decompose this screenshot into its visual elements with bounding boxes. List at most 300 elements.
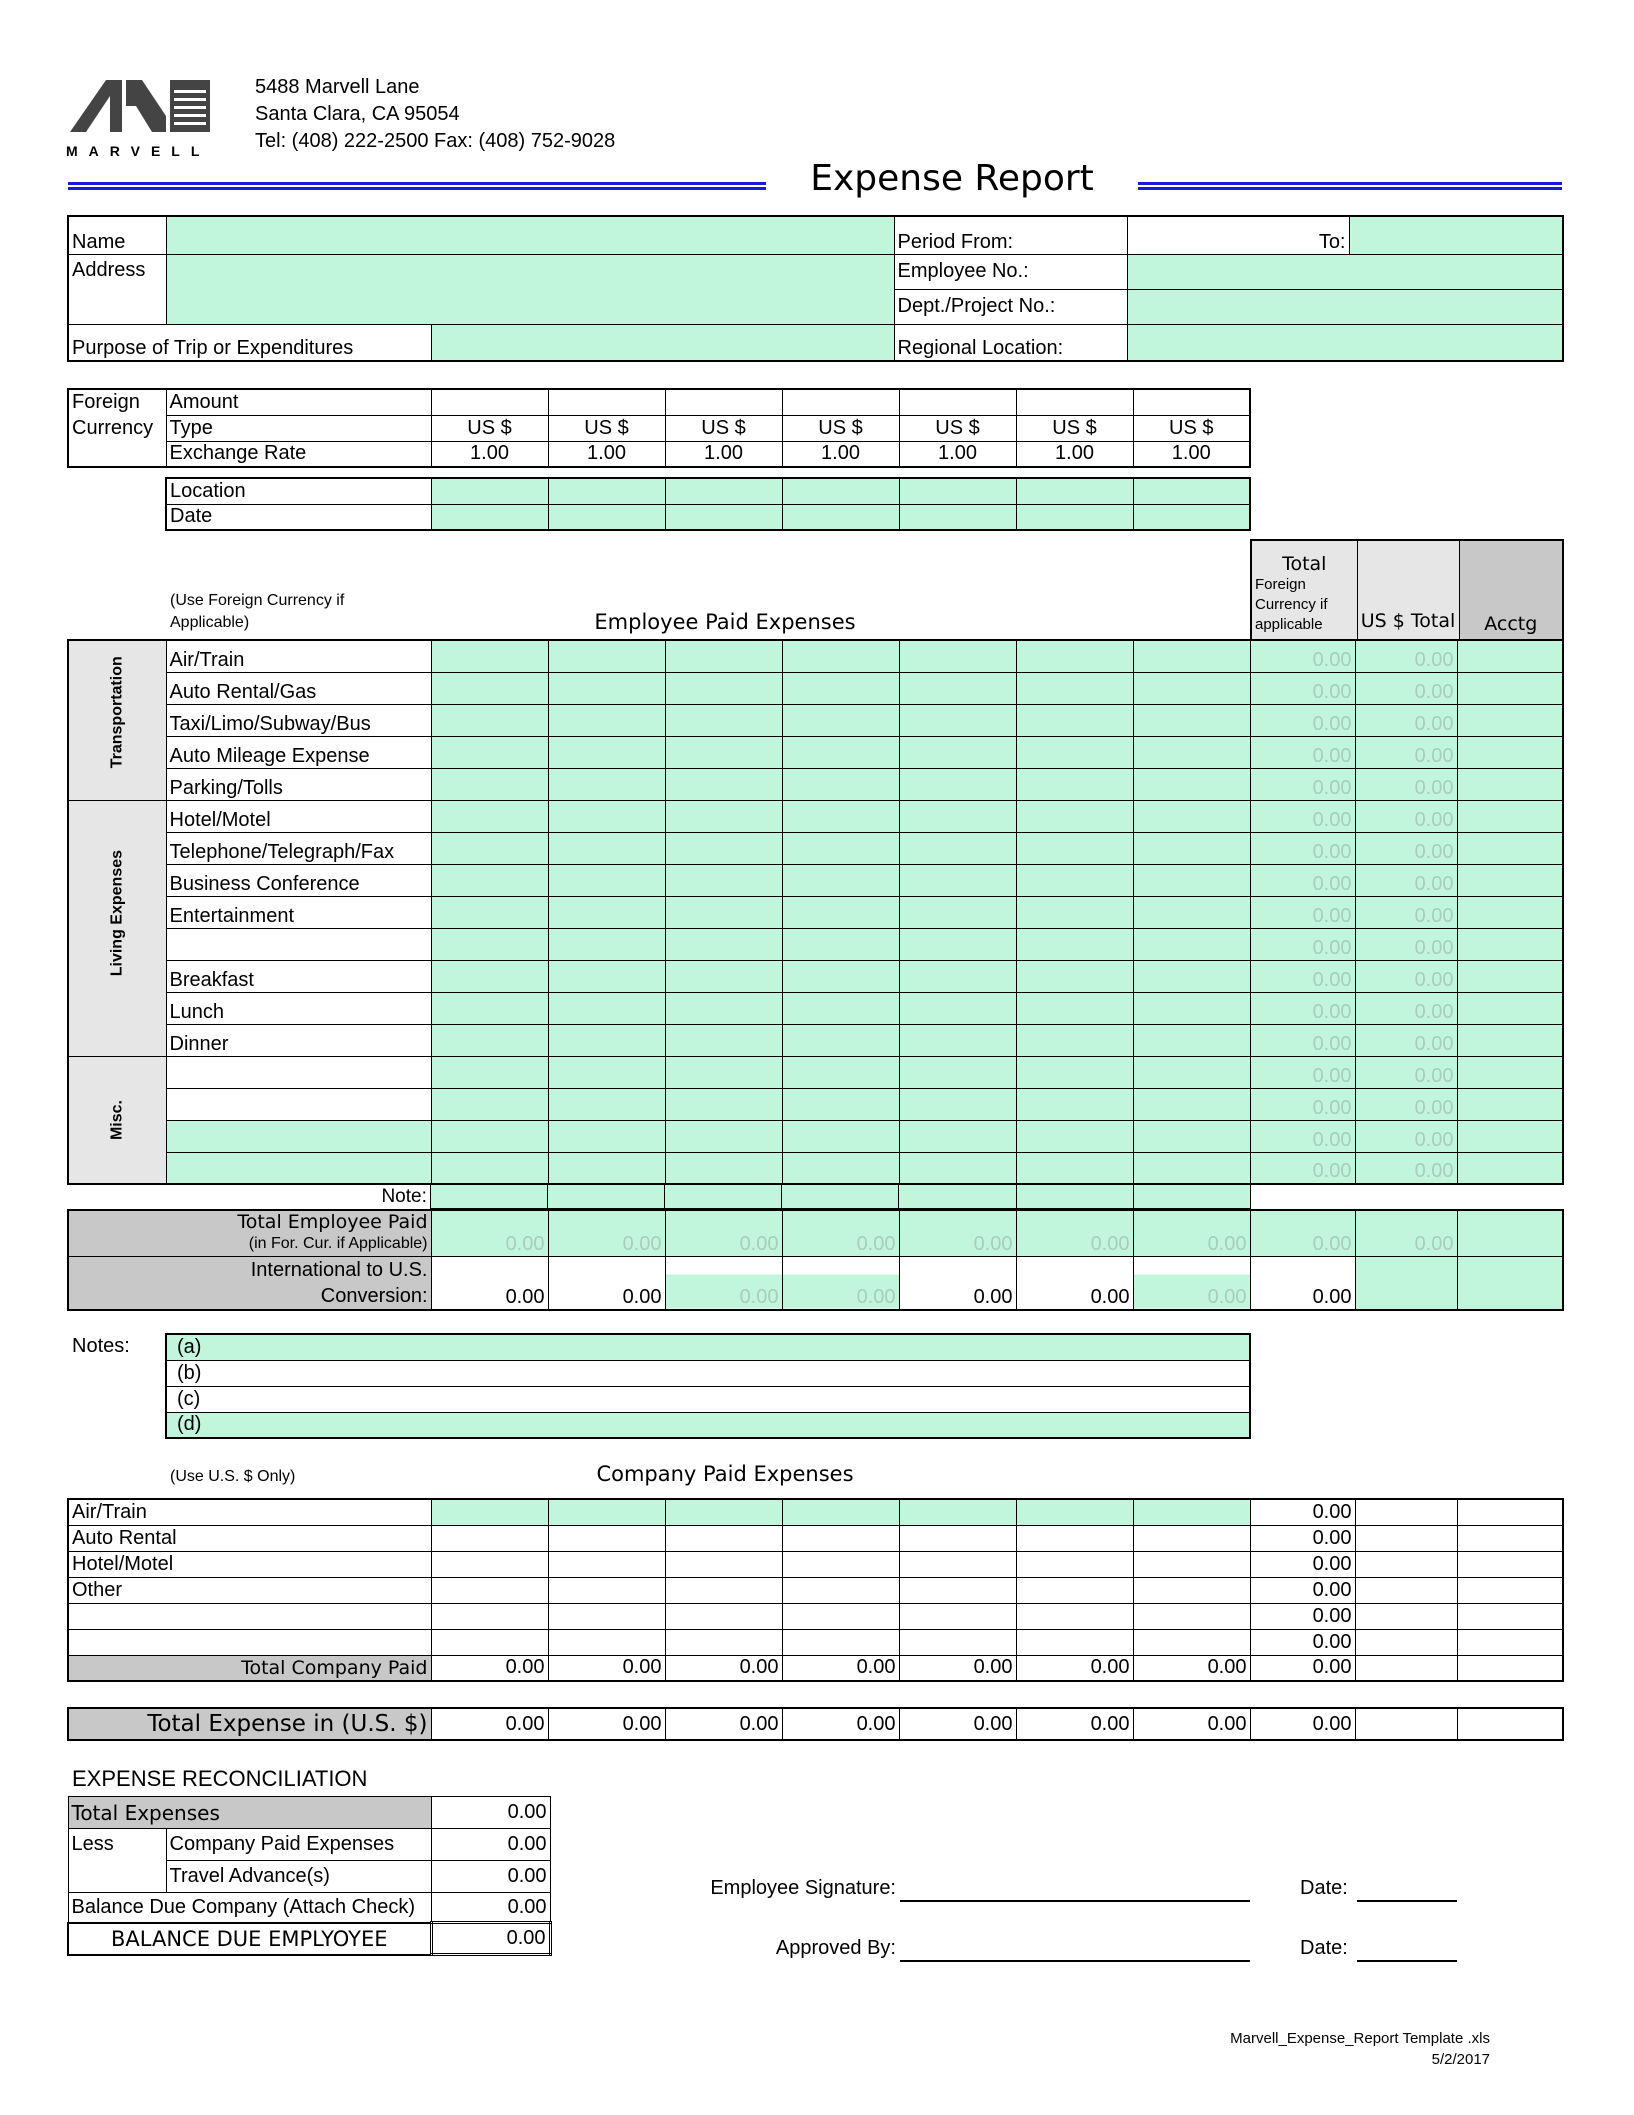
expense-amount-cell[interactable]: [1133, 736, 1250, 768]
rate-cell[interactable]: 1.00: [548, 441, 665, 467]
address-label: Address: [68, 254, 166, 324]
company-paid-us-cell[interactable]: [1355, 1603, 1457, 1629]
expense-amount-cell[interactable]: [548, 992, 665, 1024]
expense-amount-cell[interactable]: [899, 768, 1016, 800]
expense-amount-cell[interactable]: [1016, 736, 1133, 768]
expense-amount-cell[interactable]: [431, 1088, 548, 1120]
expense-amount-cell[interactable]: [782, 736, 899, 768]
name-field[interactable]: [166, 216, 894, 254]
location-cell[interactable]: [665, 478, 782, 504]
acctg-cell[interactable]: [1457, 768, 1563, 800]
expense-amount-cell[interactable]: [782, 992, 899, 1024]
company-paid-acctg-cell[interactable]: [1457, 1577, 1563, 1603]
type-cell[interactable]: US $: [1016, 415, 1133, 441]
acctg-cell[interactable]: [1457, 864, 1563, 896]
row-total-foreign: 0.00: [1250, 1152, 1355, 1184]
amount-cell[interactable]: [1016, 389, 1133, 415]
employee-paid-totals: [67, 1209, 1564, 1311]
company-paid-amount-cell[interactable]: [1016, 1629, 1133, 1655]
expense-amount-cell[interactable]: [1133, 1024, 1250, 1056]
company-paid-amount-cell[interactable]: [431, 1551, 548, 1577]
expense-amount-cell[interactable]: [1016, 896, 1133, 928]
expense-amount-cell[interactable]: [665, 864, 782, 896]
footer-date: 5/2/2017: [1431, 2051, 1490, 2068]
company-paid-amount-cell[interactable]: [899, 1525, 1016, 1551]
expense-amount-cell[interactable]: [1133, 1056, 1250, 1088]
expense-amount-cell[interactable]: [782, 800, 899, 832]
expense-category-label[interactable]: [166, 1120, 431, 1152]
total-company-paid-value: 0.00: [782, 1655, 899, 1681]
company-paid-amount-cell[interactable]: [548, 1577, 665, 1603]
company-paid-amount-cell[interactable]: [899, 1499, 1016, 1525]
expense-amount-cell[interactable]: [548, 832, 665, 864]
employee-signature-date-line[interactable]: [1357, 1874, 1457, 1902]
company-paid-amount-cell[interactable]: [431, 1629, 548, 1655]
total-expense-value: 0.00: [665, 1708, 782, 1740]
expense-amount-cell[interactable]: [548, 1152, 665, 1184]
marvell-logo-mark: [66, 76, 226, 136]
expense-amount-cell[interactable]: [899, 1024, 1016, 1056]
expense-amount-cell[interactable]: [782, 1024, 899, 1056]
expense-amount-cell[interactable]: [1133, 1152, 1250, 1184]
expense-category-label[interactable]: [166, 928, 431, 960]
expense-amount-cell[interactable]: [1133, 896, 1250, 928]
expense-amount-cell[interactable]: [548, 800, 665, 832]
us-total-header: US $ Total: [1357, 540, 1459, 640]
expense-amount-cell[interactable]: [1133, 864, 1250, 896]
company-paid-amount-cell[interactable]: [431, 1603, 548, 1629]
expense-amount-cell[interactable]: [431, 736, 548, 768]
type-cell[interactable]: US $: [548, 415, 665, 441]
expense-amount-cell[interactable]: [1133, 832, 1250, 864]
expense-amount-cell[interactable]: [899, 640, 1016, 672]
expense-amount-cell[interactable]: [1133, 672, 1250, 704]
acctg-cell[interactable]: [1457, 1024, 1563, 1056]
company-paid-amount-cell[interactable]: [1016, 1499, 1133, 1525]
type-cell[interactable]: US $: [899, 415, 1016, 441]
company-paid-amount-cell[interactable]: [431, 1499, 548, 1525]
address-line-1: 5488 Marvell Lane: [255, 76, 420, 98]
expense-amount-cell[interactable]: [782, 928, 899, 960]
expense-amount-cell[interactable]: [548, 768, 665, 800]
company-paid-amount-cell[interactable]: [1133, 1551, 1250, 1577]
company-paid-acctg-cell[interactable]: [1457, 1525, 1563, 1551]
expense-amount-cell[interactable]: [431, 960, 548, 992]
expense-amount-cell[interactable]: [431, 832, 548, 864]
company-paid-acctg-cell[interactable]: [1457, 1603, 1563, 1629]
rate-cell[interactable]: 1.00: [899, 441, 1016, 467]
company-paid-amount-cell[interactable]: [1016, 1551, 1133, 1577]
expense-amount-cell[interactable]: [665, 832, 782, 864]
acctg-cell[interactable]: [1457, 1152, 1563, 1184]
acctg-cell[interactable]: [1457, 800, 1563, 832]
expense-amount-cell[interactable]: [665, 1024, 782, 1056]
date-cell[interactable]: [431, 504, 548, 530]
type-cell[interactable]: US $: [665, 415, 782, 441]
expense-amount-cell[interactable]: [782, 832, 899, 864]
acctg-cell[interactable]: [1457, 1120, 1563, 1152]
expense-amount-cell[interactable]: [665, 992, 782, 1024]
company-paid-amount-cell[interactable]: [431, 1525, 548, 1551]
expense-amount-cell[interactable]: [782, 1120, 899, 1152]
location-label: Location: [166, 478, 431, 504]
company-paid-amount-cell[interactable]: [1016, 1577, 1133, 1603]
row-total-foreign: 0.00: [1250, 1088, 1355, 1120]
expense-amount-cell[interactable]: [431, 864, 548, 896]
company-address: [255, 74, 615, 155]
total-employee-paid-value: 0.00: [899, 1210, 1016, 1256]
date-cell[interactable]: [548, 504, 665, 530]
expense-amount-cell[interactable]: [1133, 704, 1250, 736]
company-paid-amount-cell[interactable]: [899, 1629, 1016, 1655]
expense-amount-cell[interactable]: [665, 928, 782, 960]
expense-amount-cell[interactable]: [431, 640, 548, 672]
row-total-foreign: 0.00: [1250, 1056, 1355, 1088]
period-to-field[interactable]: [1349, 216, 1563, 254]
company-paid-us-cell[interactable]: [1355, 1629, 1457, 1655]
expense-amount-cell[interactable]: [431, 672, 548, 704]
dept-field[interactable]: [1127, 289, 1563, 324]
total-company-paid-us: [1355, 1655, 1457, 1681]
company-paid-amount-cell[interactable]: [1016, 1525, 1133, 1551]
company-paid-us-cell[interactable]: [1355, 1551, 1457, 1577]
acctg-cell[interactable]: [1457, 1056, 1563, 1088]
expense-amount-cell[interactable]: [1016, 1088, 1133, 1120]
acctg-cell[interactable]: [1457, 672, 1563, 704]
company-paid-amount-cell[interactable]: [548, 1499, 665, 1525]
expense-amount-cell[interactable]: [1133, 768, 1250, 800]
company-paid-amount-cell[interactable]: [1133, 1499, 1250, 1525]
expense-amount-cell[interactable]: [1016, 704, 1133, 736]
expense-amount-cell[interactable]: [1016, 800, 1133, 832]
expense-amount-cell[interactable]: [782, 672, 899, 704]
conversion-us-cell[interactable]: [1355, 1256, 1457, 1310]
note-a[interactable]: (a): [166, 1334, 1250, 1360]
note-cell[interactable]: [1133, 1185, 1250, 1209]
acctg-cell[interactable]: [1457, 832, 1563, 864]
expense-amount-cell[interactable]: [665, 1120, 782, 1152]
expense-amount-cell[interactable]: [548, 736, 665, 768]
regional-field[interactable]: [1127, 324, 1563, 361]
expense-amount-cell[interactable]: [431, 800, 548, 832]
note-cell[interactable]: [430, 1185, 547, 1209]
expense-amount-cell[interactable]: [1133, 928, 1250, 960]
note-cell[interactable]: [1016, 1185, 1133, 1209]
acctg-cell[interactable]: [1457, 960, 1563, 992]
expense-amount-cell[interactable]: [548, 960, 665, 992]
company-paid-category[interactable]: [68, 1629, 431, 1655]
expense-row: [68, 1152, 1563, 1184]
conversion-value: 0.00: [1133, 1256, 1250, 1310]
expense-amount-cell[interactable]: [431, 1152, 548, 1184]
company-paid-category[interactable]: [68, 1603, 431, 1629]
address-line-2: Santa Clara, CA 95054: [255, 103, 460, 125]
balance-due-employee-value: 0.00: [431, 1923, 550, 1955]
expense-amount-cell[interactable]: [1133, 960, 1250, 992]
type-cell[interactable]: US $: [1133, 415, 1250, 441]
expense-category-label[interactable]: [166, 1056, 431, 1088]
expense-amount-cell[interactable]: [782, 1152, 899, 1184]
total-employee-paid-acctg[interactable]: [1457, 1210, 1563, 1256]
company-paid-amount-cell[interactable]: [665, 1551, 782, 1577]
amount-cell[interactable]: [665, 389, 782, 415]
date-cell[interactable]: [782, 504, 899, 530]
row-total-us: 0.00: [1355, 768, 1457, 800]
company-paid-amount-cell[interactable]: [548, 1551, 665, 1577]
company-paid-us-cell[interactable]: [1355, 1499, 1457, 1525]
purpose-field[interactable]: [431, 324, 894, 361]
conversion-label-line-1: International to U.S.: [250, 1258, 428, 1281]
company-paid-amount-cell[interactable]: [548, 1525, 665, 1551]
row-total-us: 0.00: [1355, 832, 1457, 864]
company-paid-amount-cell[interactable]: [782, 1629, 899, 1655]
total-expense-us: [1355, 1708, 1457, 1740]
location-cell[interactable]: [1016, 478, 1133, 504]
expense-amount-cell[interactable]: [1016, 1120, 1133, 1152]
expense-amount-cell[interactable]: [665, 640, 782, 672]
location-cell[interactable]: [548, 478, 665, 504]
expense-amount-cell[interactable]: [548, 704, 665, 736]
expense-amount-cell[interactable]: [1016, 1152, 1133, 1184]
approved-by-line[interactable]: [900, 1934, 1250, 1962]
company-paid-amount-cell[interactable]: [782, 1577, 899, 1603]
company-paid-amount-cell[interactable]: [1133, 1629, 1250, 1655]
date-cell[interactable]: [1016, 504, 1133, 530]
company-paid-amount-cell[interactable]: [782, 1525, 899, 1551]
row-total-us: 0.00: [1355, 960, 1457, 992]
total-expense-value: 0.00: [899, 1708, 1016, 1740]
expense-amount-cell[interactable]: [431, 1120, 548, 1152]
expense-amount-cell[interactable]: [548, 864, 665, 896]
company-paid-amount-cell[interactable]: [548, 1629, 665, 1655]
expense-amount-cell[interactable]: [665, 704, 782, 736]
expense-amount-cell[interactable]: [548, 672, 665, 704]
company-paid-amount-cell[interactable]: [899, 1603, 1016, 1629]
less-spacer: [68, 1861, 166, 1893]
expense-amount-cell[interactable]: [1133, 992, 1250, 1024]
expense-amount-cell[interactable]: [548, 1024, 665, 1056]
amount-cell[interactable]: [431, 389, 548, 415]
expense-amount-cell[interactable]: [431, 928, 548, 960]
date-cell[interactable]: [1133, 504, 1250, 530]
company-paid-acctg-cell[interactable]: [1457, 1499, 1563, 1525]
expense-amount-cell[interactable]: [1133, 1120, 1250, 1152]
row-total-us: 0.00: [1355, 864, 1457, 896]
total-expense-value: 0.00: [782, 1708, 899, 1740]
company-paid-amount-cell[interactable]: [548, 1603, 665, 1629]
expense-row: [68, 960, 1563, 992]
expense-amount-cell[interactable]: [431, 896, 548, 928]
company-paid-amount-cell[interactable]: [1016, 1603, 1133, 1629]
expense-amount-cell[interactable]: [548, 1056, 665, 1088]
amount-cell[interactable]: [899, 389, 1016, 415]
location-cell[interactable]: [431, 478, 548, 504]
expense-row: [68, 928, 1563, 960]
expense-amount-cell[interactable]: [1133, 1088, 1250, 1120]
expense-amount-cell[interactable]: [899, 1120, 1016, 1152]
expense-category-label[interactable]: [166, 1152, 431, 1184]
row-total-us: 0.00: [1355, 896, 1457, 928]
name-label: Name: [68, 216, 166, 254]
expense-amount-cell[interactable]: [782, 704, 899, 736]
expense-amount-cell[interactable]: [431, 1024, 548, 1056]
expense-amount-cell[interactable]: [899, 672, 1016, 704]
company-paid-amount-cell[interactable]: [665, 1577, 782, 1603]
expense-amount-cell[interactable]: [899, 960, 1016, 992]
approved-date-line[interactable]: [1357, 1934, 1457, 1962]
expense-amount-cell[interactable]: [899, 1088, 1016, 1120]
expense-amount-cell[interactable]: [665, 896, 782, 928]
address-field[interactable]: [166, 254, 894, 324]
expense-amount-cell[interactable]: [899, 800, 1016, 832]
company-paid-amount-cell[interactable]: [899, 1551, 1016, 1577]
expense-amount-cell[interactable]: [899, 704, 1016, 736]
expense-amount-cell[interactable]: [431, 704, 548, 736]
acctg-cell[interactable]: [1457, 1088, 1563, 1120]
acctg-cell[interactable]: [1457, 992, 1563, 1024]
date-cell[interactable]: [899, 504, 1016, 530]
company-paid-amount-cell[interactable]: [1133, 1603, 1250, 1629]
regional-label: Regional Location:: [894, 324, 1127, 361]
company-paid-amount-cell[interactable]: [665, 1499, 782, 1525]
total-employee-paid-value: 0.00: [782, 1210, 899, 1256]
expense-amount-cell[interactable]: [1016, 960, 1133, 992]
note-cell[interactable]: [899, 1185, 1016, 1209]
location-cell[interactable]: [1133, 478, 1250, 504]
expense-amount-cell[interactable]: [782, 864, 899, 896]
company-paid-amount-cell[interactable]: [1133, 1577, 1250, 1603]
company-paid-acctg-cell[interactable]: [1457, 1551, 1563, 1577]
reconciliation-table: [67, 1796, 552, 1956]
expense-amount-cell[interactable]: [1133, 800, 1250, 832]
balance-due-company-value: 0.00: [431, 1893, 550, 1923]
note-cell[interactable]: [782, 1185, 899, 1209]
expense-amount-cell[interactable]: [899, 1152, 1016, 1184]
acctg-cell[interactable]: [1457, 896, 1563, 928]
expense-amount-cell[interactable]: [665, 768, 782, 800]
note-cell[interactable]: [665, 1185, 782, 1209]
rate-cell[interactable]: 1.00: [1133, 441, 1250, 467]
expense-amount-cell[interactable]: [1016, 768, 1133, 800]
acctg-cell[interactable]: [1457, 736, 1563, 768]
expense-amount-cell[interactable]: [782, 960, 899, 992]
expense-amount-cell[interactable]: [665, 736, 782, 768]
location-cell[interactable]: [782, 478, 899, 504]
travel-advance-value: 0.00: [431, 1861, 550, 1893]
expense-amount-cell[interactable]: [899, 864, 1016, 896]
note-c[interactable]: (c): [166, 1386, 1250, 1412]
amount-cell[interactable]: [548, 389, 665, 415]
company-paid-category: Other: [68, 1577, 431, 1603]
expense-amount-cell[interactable]: [548, 1120, 665, 1152]
rate-cell[interactable]: 1.00: [782, 441, 899, 467]
company-paid-acctg-cell[interactable]: [1457, 1629, 1563, 1655]
expense-amount-cell[interactable]: [899, 928, 1016, 960]
expense-amount-cell[interactable]: [431, 768, 548, 800]
expense-amount-cell[interactable]: [665, 960, 782, 992]
expense-amount-cell[interactable]: [665, 1152, 782, 1184]
expense-amount-cell[interactable]: [665, 800, 782, 832]
row-total-foreign: 0.00: [1250, 768, 1355, 800]
expense-amount-cell[interactable]: [665, 1088, 782, 1120]
note-d[interactable]: (d): [166, 1412, 1250, 1438]
employee-no-field[interactable]: [1127, 254, 1563, 289]
company-paid-amount-cell[interactable]: [1133, 1525, 1250, 1551]
expense-amount-cell[interactable]: [899, 832, 1016, 864]
expense-amount-cell[interactable]: [431, 992, 548, 1024]
type-cell[interactable]: US $: [431, 415, 548, 441]
company-paid-amount-cell[interactable]: [665, 1603, 782, 1629]
expense-amount-cell[interactable]: [782, 896, 899, 928]
amount-cell[interactable]: [1133, 389, 1250, 415]
expense-amount-cell[interactable]: [1016, 1024, 1133, 1056]
company-paid-amount-cell[interactable]: [782, 1499, 899, 1525]
expense-amount-cell[interactable]: [1016, 928, 1133, 960]
company-paid-amount-cell[interactable]: [665, 1525, 782, 1551]
expense-amount-cell[interactable]: [1016, 992, 1133, 1024]
expense-row: [68, 640, 1563, 672]
expense-amount-cell[interactable]: [1016, 1056, 1133, 1088]
expense-row: [68, 768, 1563, 800]
rate-cell[interactable]: 1.00: [1016, 441, 1133, 467]
expense-amount-cell[interactable]: [548, 640, 665, 672]
company-paid-us-cell[interactable]: [1355, 1577, 1457, 1603]
expense-amount-cell[interactable]: [431, 1056, 548, 1088]
note-cell[interactable]: [548, 1185, 665, 1209]
company-paid-amount-cell[interactable]: [665, 1629, 782, 1655]
expense-amount-cell[interactable]: [1133, 640, 1250, 672]
expense-amount-cell[interactable]: [899, 1056, 1016, 1088]
conversion-acctg-cell[interactable]: [1457, 1256, 1563, 1310]
expense-amount-cell[interactable]: [782, 1056, 899, 1088]
expense-amount-cell[interactable]: [1016, 672, 1133, 704]
company-paid-amount-cell[interactable]: [782, 1551, 899, 1577]
expense-amount-cell[interactable]: [899, 992, 1016, 1024]
acctg-cell[interactable]: [1457, 704, 1563, 736]
amount-cell[interactable]: [782, 389, 899, 415]
travel-advance-label: Travel Advance(s): [166, 1861, 431, 1893]
note-b[interactable]: (b): [166, 1360, 1250, 1386]
expense-amount-cell[interactable]: [665, 672, 782, 704]
employee-signature-line[interactable]: [900, 1874, 1250, 1902]
expense-amount-cell[interactable]: [782, 1088, 899, 1120]
expense-amount-cell[interactable]: [1016, 640, 1133, 672]
rate-cell[interactable]: 1.00: [665, 441, 782, 467]
expense-amount-cell[interactable]: [548, 896, 665, 928]
expense-amount-cell[interactable]: [548, 928, 665, 960]
type-cell[interactable]: US $: [782, 415, 899, 441]
company-paid-amount-cell[interactable]: [899, 1577, 1016, 1603]
acctg-cell[interactable]: [1457, 640, 1563, 672]
acctg-cell[interactable]: [1457, 928, 1563, 960]
date-cell[interactable]: [665, 504, 782, 530]
expense-amount-cell[interactable]: [665, 1056, 782, 1088]
expense-amount-cell[interactable]: [1016, 832, 1133, 864]
expense-amount-cell[interactable]: [782, 768, 899, 800]
expense-amount-cell[interactable]: [548, 1088, 665, 1120]
expense-amount-cell[interactable]: [899, 736, 1016, 768]
location-cell[interactable]: [899, 478, 1016, 504]
expense-amount-cell[interactable]: [782, 640, 899, 672]
expense-category-label[interactable]: [166, 1088, 431, 1120]
expense-amount-cell[interactable]: [899, 896, 1016, 928]
company-paid-us-cell[interactable]: [1355, 1525, 1457, 1551]
company-paid-amount-cell[interactable]: [782, 1603, 899, 1629]
expense-amount-cell[interactable]: [1016, 864, 1133, 896]
location-date-table: [165, 477, 1251, 531]
rate-cell[interactable]: 1.00: [431, 441, 548, 467]
company-paid-amount-cell[interactable]: [431, 1577, 548, 1603]
